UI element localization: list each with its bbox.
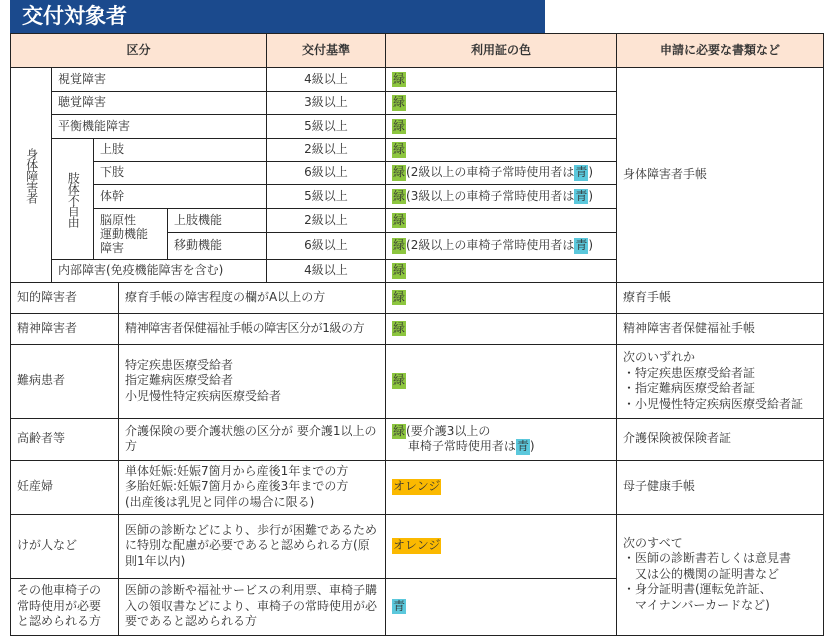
category: けが人など bbox=[11, 514, 119, 578]
subcategory: 平衡機能障害 bbox=[52, 115, 267, 139]
table-row bbox=[11, 418, 824, 460]
color-note: (要介護3以上の 車椅子常時使用者は bbox=[406, 423, 516, 453]
table-row bbox=[11, 514, 824, 578]
color-chip-green: 緑 bbox=[393, 289, 406, 304]
criteria: 5級以上 bbox=[267, 185, 386, 209]
color-chip-orange: オレンジ bbox=[393, 538, 441, 553]
header-criteria: 交付基準 bbox=[267, 34, 386, 68]
card-color bbox=[386, 344, 617, 418]
criteria: 介護保険の要介護状態の区分が 要介護1以上の方 bbox=[119, 418, 386, 460]
criteria: 特定疾患医療受給者 指定難病医療受給者 小児慢性特定疾病医療受給者 bbox=[119, 344, 386, 418]
other-categories-table bbox=[10, 282, 824, 636]
documents: 介護保険被保険者証 bbox=[617, 418, 824, 460]
color-chip-green: 緑 bbox=[393, 142, 406, 157]
table-row bbox=[11, 282, 824, 313]
color-note: (2級以上の車椅子常時使用者は bbox=[406, 238, 575, 253]
card-color bbox=[386, 68, 617, 92]
documents: 身体障害者手帳 bbox=[617, 68, 824, 283]
color-chip-blue: 青 bbox=[393, 598, 406, 613]
table-row bbox=[11, 313, 824, 344]
color-note: (3級以上の車椅子常時使用者は bbox=[406, 188, 575, 203]
card-color bbox=[386, 260, 617, 283]
category: その他車椅子の常時使用が必要と認められる方 bbox=[11, 578, 119, 635]
documents: 次のすべて ・医師の診断書若しくは意見書 又は公的機関の証明書など ・身分証明書(運転免許証、 マイナンバーカードなど) bbox=[617, 514, 824, 635]
color-chip-blue: 青 bbox=[575, 165, 588, 180]
criteria: 6級以上 bbox=[267, 162, 386, 185]
color-chip-green: 緑 bbox=[393, 95, 406, 110]
documents: 次のいずれか ・特定疾患医療受給者証 ・指定難病医療受給者証 ・小児慢性特定疾病医療受給者証 bbox=[617, 344, 824, 418]
color-chip-green: 緑 bbox=[393, 238, 406, 253]
color-chip-green: 緑 bbox=[393, 263, 406, 278]
subcategory: 上肢 bbox=[94, 139, 267, 162]
category-limb: 肢体不自由 bbox=[52, 139, 94, 260]
card-color bbox=[386, 185, 617, 209]
category-physical: 身体障害者 bbox=[11, 68, 52, 283]
table-row bbox=[11, 344, 824, 418]
color-note: ) bbox=[588, 238, 594, 253]
physical-disability-table bbox=[10, 33, 824, 283]
criteria: 医師の診断などにより、歩行が困難であるために特別な配慮が必要であると認められる方(原則1年以内) bbox=[119, 514, 386, 578]
criteria: 医師の診断や福祉サービスの利用票、車椅子購入の領収書などにより、車椅子の常時使用が必要であると認められる方 bbox=[119, 578, 386, 635]
color-chip-green: 緑 bbox=[393, 320, 406, 335]
color-chip-blue: 青 bbox=[575, 188, 588, 203]
category: 知的障害者 bbox=[11, 282, 119, 313]
subcategory: 上肢機能 bbox=[168, 209, 267, 233]
card-color bbox=[386, 162, 617, 185]
page-title: 交付対象者 bbox=[10, 0, 545, 33]
card-color bbox=[386, 209, 617, 233]
color-chip-green: 緑 bbox=[393, 373, 406, 388]
criteria: 6級以上 bbox=[267, 233, 386, 260]
card-color bbox=[386, 313, 617, 344]
criteria: 5級以上 bbox=[267, 115, 386, 139]
color-chip-green: 緑 bbox=[393, 71, 406, 86]
documents: 精神障害者保健福祉手帳 bbox=[617, 313, 824, 344]
subcategory: 内部障害(免疫機能障害を含む) bbox=[52, 260, 267, 283]
header-color: 利用証の色 bbox=[386, 34, 617, 68]
card-color bbox=[386, 460, 617, 514]
category: 妊産婦 bbox=[11, 460, 119, 514]
card-color bbox=[386, 578, 617, 635]
color-note: (2級以上の車椅子常時使用者は bbox=[406, 165, 575, 180]
color-chip-orange: オレンジ bbox=[393, 479, 441, 494]
subcategory: 視覚障害 bbox=[52, 68, 267, 92]
criteria: 精神障害者保健福祉手帳の障害区分が1級の方 bbox=[119, 313, 386, 344]
header-row bbox=[11, 34, 824, 68]
criteria: 療育手帳の障害程度の欄がA以上の方 bbox=[119, 282, 386, 313]
color-chip-green: 緑 bbox=[393, 212, 406, 227]
card-color bbox=[386, 282, 617, 313]
color-chip-blue: 青 bbox=[516, 439, 529, 453]
color-note: ) bbox=[588, 188, 594, 203]
card-color bbox=[386, 139, 617, 162]
category: 精神障害者 bbox=[11, 313, 119, 344]
documents: 療育手帳 bbox=[617, 282, 824, 313]
color-chip-blue: 青 bbox=[575, 238, 588, 253]
subcategory: 移動機能 bbox=[168, 233, 267, 260]
card-color bbox=[386, 115, 617, 139]
color-note: ) bbox=[588, 165, 594, 180]
category: 難病患者 bbox=[11, 344, 119, 418]
color-chip-green: 緑 bbox=[393, 423, 406, 438]
table-row bbox=[11, 460, 824, 514]
subcategory: 下肢 bbox=[94, 162, 267, 185]
criteria: 4級以上 bbox=[267, 68, 386, 92]
category-brain: 脳原性 運動機能 障害 bbox=[94, 209, 168, 260]
criteria: 3級以上 bbox=[267, 92, 386, 115]
subcategory: 聴覚障害 bbox=[52, 92, 267, 115]
criteria: 2級以上 bbox=[267, 139, 386, 162]
documents: 母子健康手帳 bbox=[617, 460, 824, 514]
criteria: 4級以上 bbox=[267, 260, 386, 283]
card-color bbox=[386, 233, 617, 260]
table-row bbox=[11, 68, 824, 92]
header-documents: 申請に必要な書類など bbox=[617, 34, 824, 68]
category: 高齢者等 bbox=[11, 418, 119, 460]
criteria: 単体妊娠:妊娠7箇月から産後1年までの方 多胎妊娠:妊娠7箇月から産後3年までの方 (出産後は乳児と同伴の場合に限る) bbox=[119, 460, 386, 514]
card-color bbox=[386, 418, 617, 460]
card-color bbox=[386, 514, 617, 578]
subcategory: 体幹 bbox=[94, 185, 267, 209]
color-note: ) bbox=[529, 439, 535, 453]
color-chip-green: 緑 bbox=[393, 165, 406, 180]
card-color bbox=[386, 92, 617, 115]
color-chip-green: 緑 bbox=[393, 188, 406, 203]
header-category: 区分 bbox=[11, 34, 267, 68]
color-chip-green: 緑 bbox=[393, 118, 406, 133]
criteria: 2級以上 bbox=[267, 209, 386, 233]
